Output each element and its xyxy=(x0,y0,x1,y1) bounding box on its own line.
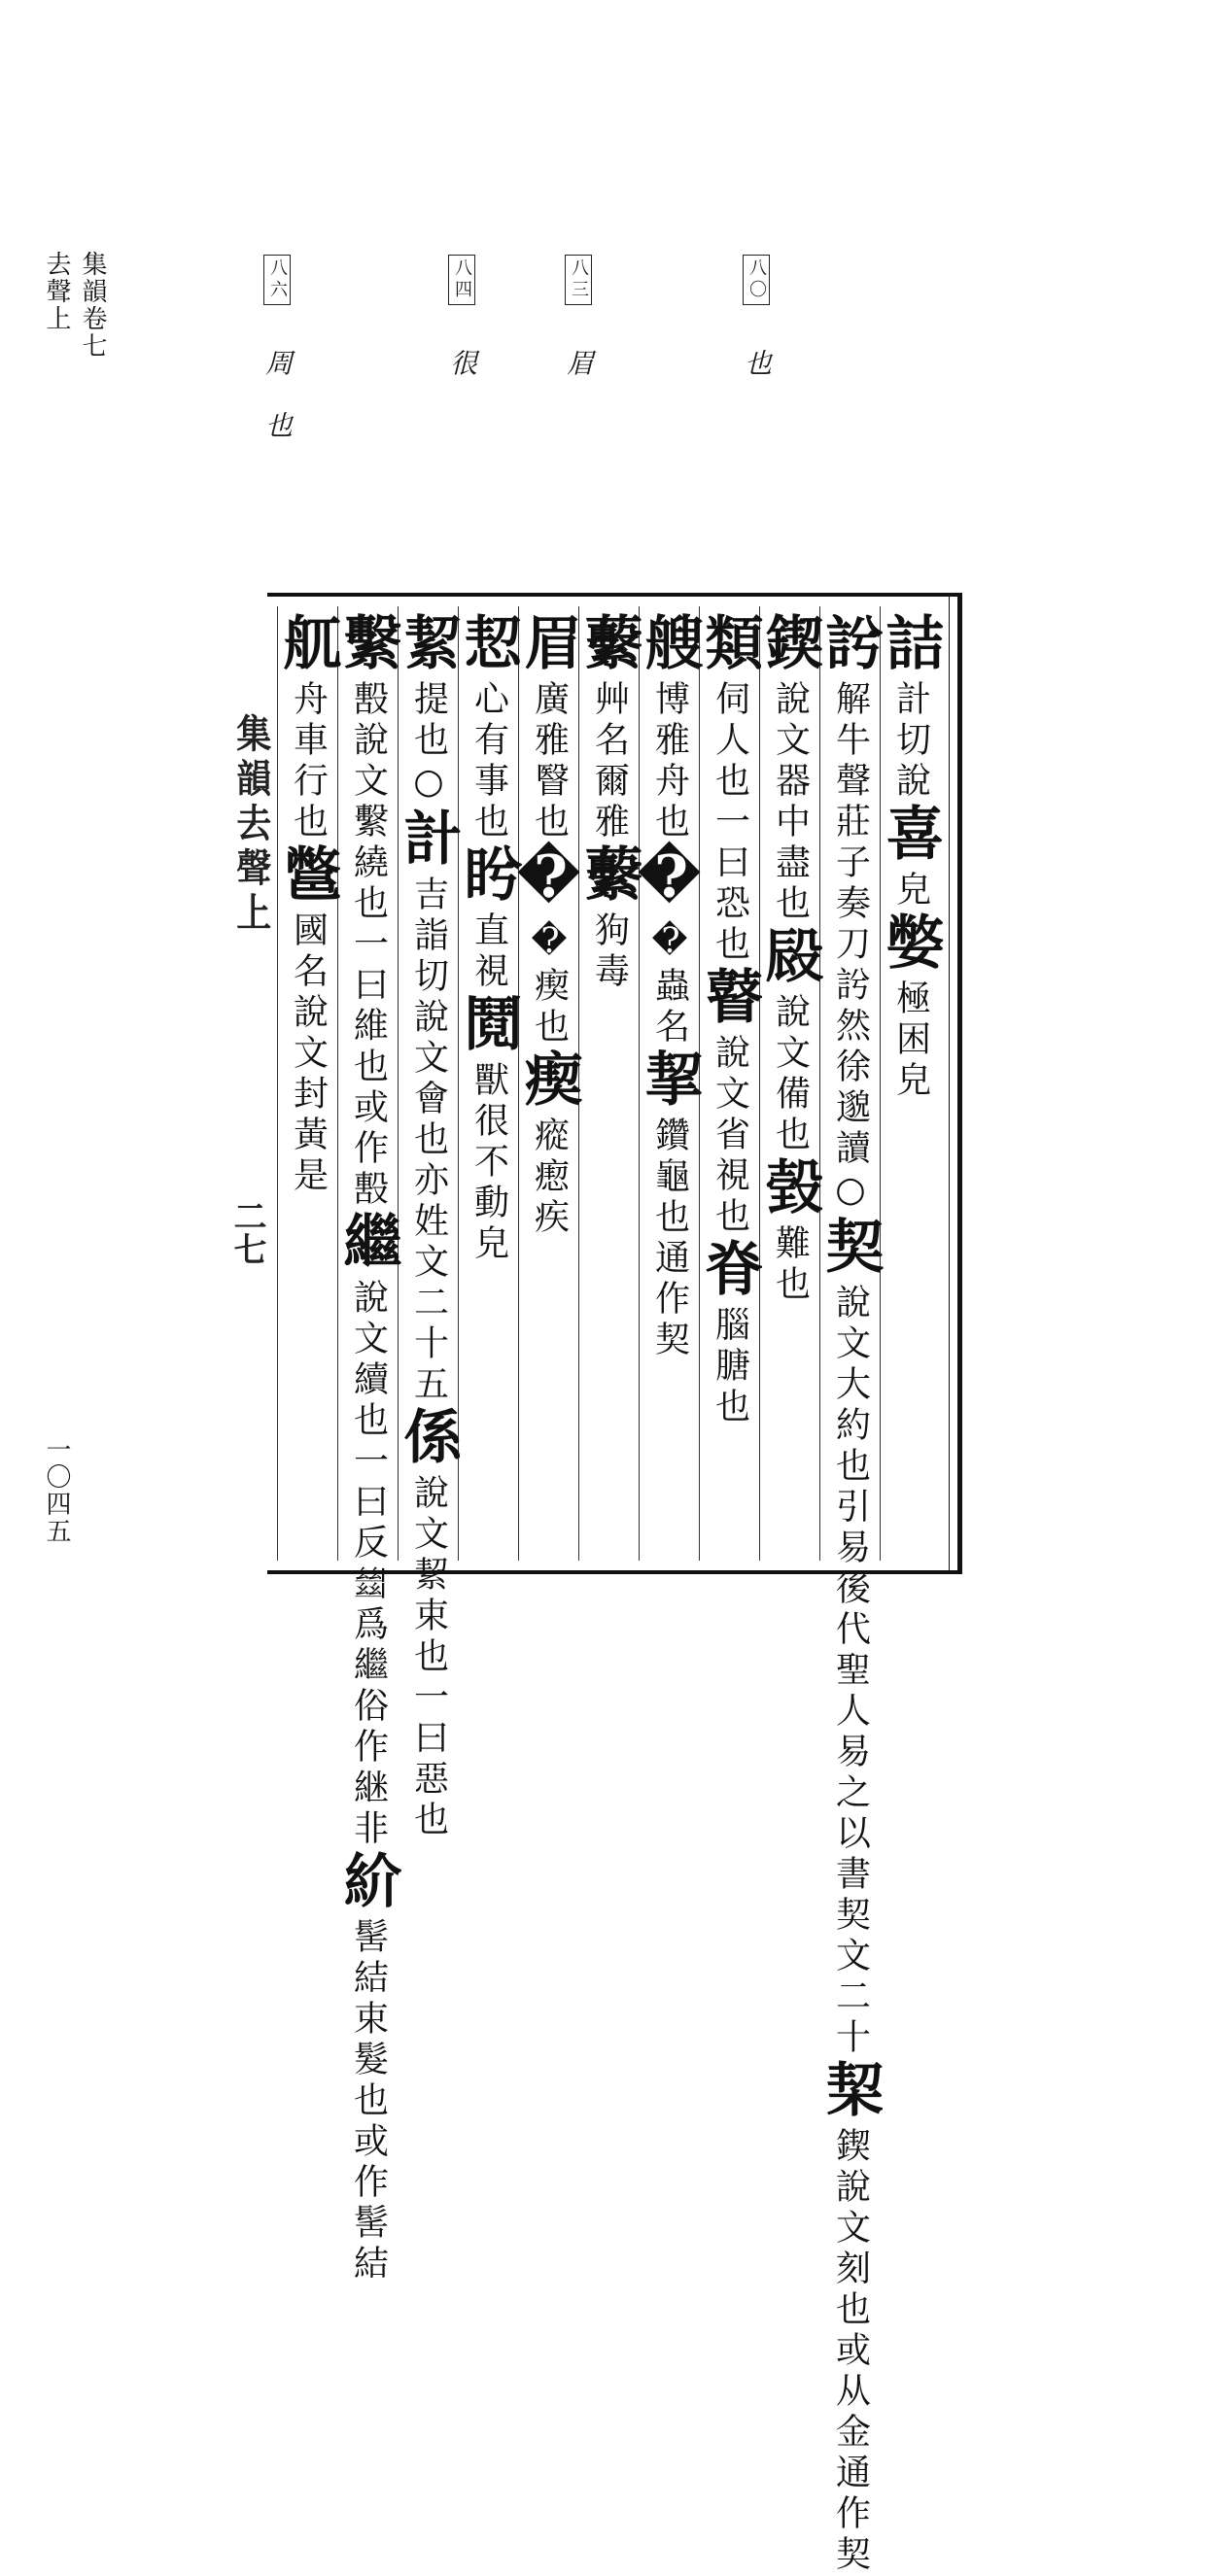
collation-mark: 八六 xyxy=(263,255,291,305)
column-text xyxy=(333,612,402,2285)
gloss-text: 說文器中盡也 xyxy=(770,680,811,925)
headword: 計 xyxy=(394,807,463,876)
headword: 蘻 xyxy=(574,612,643,680)
headword: 䑢 xyxy=(273,612,342,680)
headword: 類 xyxy=(695,612,764,680)
gloss-text: 解牛聲莊子奏刀䚷然徐邈讀 xyxy=(830,680,871,1170)
gloss-text: 腦膅也 xyxy=(710,1306,750,1428)
gloss-text: �蟲名 xyxy=(649,921,690,1048)
gloss-text: 計切說 xyxy=(890,680,931,803)
block-margin-folio: 二七 xyxy=(227,1199,266,1265)
collation-note-83 xyxy=(559,255,598,380)
gloss-text: 獸很不動皃 xyxy=(469,1061,509,1265)
gloss-text: 博雅舟也 xyxy=(649,680,690,843)
collation-text: 也 xyxy=(741,349,773,380)
text-column xyxy=(514,606,583,1561)
gloss-text: 說文絜束也一曰惡也 xyxy=(408,1474,449,1841)
gloss-text: 髺結束髮也或作髺結 xyxy=(348,1918,389,2285)
text-column xyxy=(876,606,945,1561)
headword: 繫 xyxy=(333,612,402,680)
headword: 繼 xyxy=(333,1211,402,1279)
headword: 恝 xyxy=(454,612,523,680)
gloss-text: 吉詣切說文會也亦姓文二十五 xyxy=(408,876,449,1406)
text-column xyxy=(574,606,643,1561)
headword: 䚷 xyxy=(816,612,885,680)
text-column xyxy=(394,606,463,1841)
headword: 契 xyxy=(816,1216,885,1284)
gloss-text: 艸名爾雅 xyxy=(589,680,630,843)
text-column xyxy=(333,606,402,2285)
headword: 挈 xyxy=(635,1048,704,1116)
text-column xyxy=(454,606,523,1561)
headword: 絜 xyxy=(394,612,463,680)
text-columns xyxy=(273,606,945,2576)
headword: 係 xyxy=(394,1406,463,1474)
headword: 脊 xyxy=(695,1238,764,1306)
headword: 㲀 xyxy=(755,925,824,993)
headword: 盻 xyxy=(454,843,523,911)
column-text xyxy=(273,612,342,1561)
collation-mark: 八四 xyxy=(448,255,475,305)
column-text xyxy=(876,612,945,1561)
collation-text: 眉 xyxy=(563,349,595,380)
running-head-book: 集韻卷七 xyxy=(78,251,107,360)
headword: 紒 xyxy=(333,1850,402,1918)
gloss-text: 伺人也一曰恐也 xyxy=(710,680,750,966)
running-head xyxy=(39,251,111,360)
column-text xyxy=(816,612,885,2576)
text-column xyxy=(273,606,342,1561)
column-text xyxy=(695,612,764,1561)
gloss-text: 說文省視也 xyxy=(710,1034,750,1238)
column-text xyxy=(454,612,523,1561)
gloss-text: 心有事也 xyxy=(469,680,509,843)
gloss-text: 直視 xyxy=(469,911,509,993)
text-column xyxy=(755,606,824,1561)
gloss-text: �瘈也 xyxy=(529,921,570,1048)
column-text xyxy=(574,612,643,1561)
gloss-text: 鑽龜也通作契 xyxy=(649,1116,690,1361)
gloss-text: 舟車行也 xyxy=(288,680,329,843)
gloss-text: 說文續也一曰反𢇍爲繼俗作継非 xyxy=(348,1279,389,1850)
collation-text: 很 xyxy=(446,349,478,380)
headword: 眉 xyxy=(514,612,583,680)
text-column xyxy=(695,606,764,1561)
column-text xyxy=(514,612,583,1561)
collation-mark: 八三 xyxy=(565,255,592,305)
collation-note-84 xyxy=(442,255,481,380)
headword: 嫳 xyxy=(876,911,945,979)
gloss-text: 難也 xyxy=(770,1224,811,1306)
gloss-text: 鍥說文刻也或从金通作契 xyxy=(830,2127,871,2576)
printed-text-block xyxy=(227,593,962,2576)
headword: 艘 xyxy=(635,612,704,680)
gloss-text: 說文備也 xyxy=(770,993,811,1156)
page-number: 一〇四五 xyxy=(42,1436,71,1545)
headword: � xyxy=(514,843,583,921)
entry-circle: ○ xyxy=(408,762,449,807)
headword: 瘈 xyxy=(514,1048,583,1116)
headword: 栔 xyxy=(816,2059,885,2127)
column-text xyxy=(394,612,463,1841)
headword: 瞽 xyxy=(695,966,764,1034)
headword: 詰 xyxy=(876,612,945,680)
text-column xyxy=(635,606,704,1561)
gloss-text: 極困皃 xyxy=(890,979,931,1102)
headword: 鄨 xyxy=(273,843,342,911)
column-text xyxy=(635,612,704,1561)
gloss-text: 廣雅瞖也 xyxy=(529,680,570,843)
running-head-section: 去聲上 xyxy=(42,251,71,332)
text-column xyxy=(816,606,885,2576)
gloss-text: 狗毒 xyxy=(589,911,630,993)
headword: 喜 xyxy=(876,803,945,871)
headword: 㲄 xyxy=(755,1156,824,1224)
headword: � xyxy=(635,843,704,921)
collation-note-80 xyxy=(737,255,776,380)
gloss-text: 皃 xyxy=(890,871,931,911)
gloss-text: 國名說文封黃是 xyxy=(288,911,329,1197)
gloss-text: 提也 xyxy=(408,680,449,762)
gloss-text: 說文大約也引易後代聖人易之以書契文二十 xyxy=(830,1284,871,2059)
block-margin-title: 集韻去聲上 xyxy=(230,713,272,937)
gloss-text: 瘲瘛疾 xyxy=(529,1116,570,1239)
gloss-text: 毄說文繫繞也一曰維也或作毄 xyxy=(348,680,389,1211)
column-text xyxy=(755,612,824,1561)
collation-text: 周 也 xyxy=(261,349,294,442)
entry-circle: ○ xyxy=(830,1170,871,1216)
headword: 鍥 xyxy=(755,612,824,680)
headword: 鬩 xyxy=(454,993,523,1061)
headword: 蘻 xyxy=(574,843,643,911)
collation-note-86 xyxy=(258,255,296,442)
collation-mark: 八〇 xyxy=(743,255,770,305)
